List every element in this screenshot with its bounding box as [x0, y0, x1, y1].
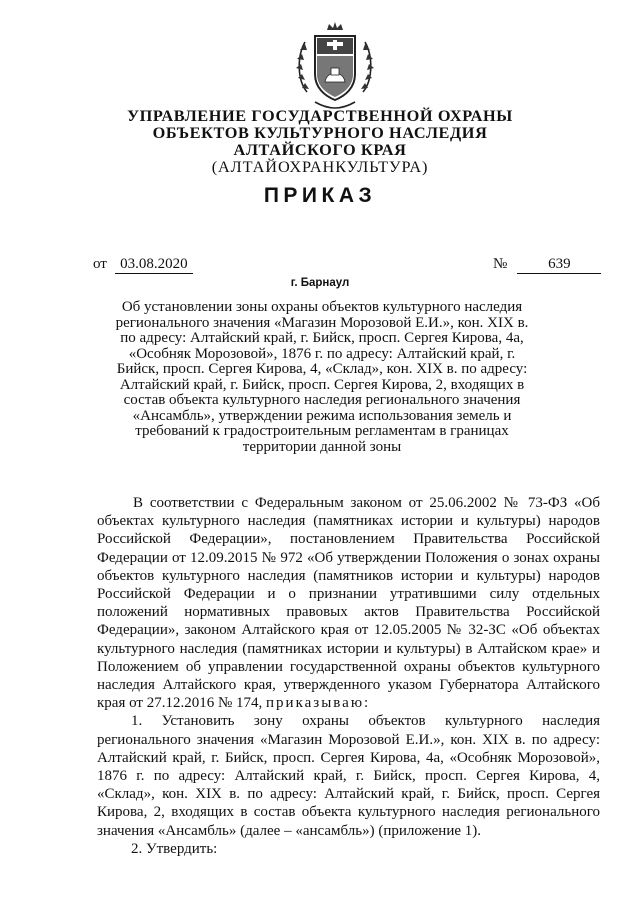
document-subject: Об установлении зоны охраны объектов культурного наследия регионального значения «Магазин Морозовой Е.И.», кон. XIX в. по адресу: Алтайский край, г. Бийск, просп. Сергея Кирова, 4а, «Особняк Морозовой», 1876 г. по адресу: Алтайский край, г. Бийск, просп. Сергея Кирова, 4, «Склад», кон. XIX в. по адресу: Алтайский край, г. Бийск, просп. Сергея Кирова, 2, входящих в состав объекта культурного наследия регионального значения «Ансамбль», утверждении режима использования земель и требований к градостроительным регламентам в границах территории данной зоны [115, 299, 529, 455]
preamble-text: В соответствии с Федеральным законом от 25.06.2002 № 73-ФЗ «Об объектах культурного наследия (памятниках истории и культуры) народов Российской Федерации», постановлением Правительства Российской Федерации от 12.09.2015 № 972 «Об утверждении Положения о зонах охраны объектов культурного наследия (памятников истории и культуры) народов Российской Федерации и о признании утратившими силу отдельных положений нормативных правовых актов Правительства Российской Федерации», законом Алтайского края от 12.05.2005 № 32-ЗС «Об объектах культурного наследия (памятниках истории и культуры) в Алтайском крае» и Положением об управлении государственной охраны объектов культурного наследия Алтайского края, утвержденного указом Губернатора Алтайского края от 27.12.2016 № 174, [97, 495, 600, 712]
paragraph-preamble [97, 494, 600, 712]
document-date [93, 255, 193, 274]
agency-header [0, 107, 640, 175]
agency-line-1: УПРАВЛЕНИЕ ГОСУДАРСТВЕННОЙ ОХРАНЫ [127, 106, 513, 125]
paragraph-item-2: 2. Утвердить: [131, 840, 218, 857]
number-label: № [493, 256, 508, 272]
document-body [97, 494, 600, 858]
date-value: 03.08.2020 [115, 257, 193, 274]
agency-line-2: ОБЪЕКТОВ КУЛЬТУРНОГО НАСЛЕДИЯ [152, 123, 488, 142]
number-value: 639 [517, 257, 601, 274]
agency-line-3: АЛТАЙСКОГО КРАЯ [233, 140, 407, 159]
paragraph-item-1: 1. Установить зону охраны объектов культурного наследия регионального значения «Магазин Морозовой Е.И.», кон. XIX в. по адресу: Алтайский край, г. Бийск, просп. Сергея Кирова, 4а, «Особняк Морозовой», 1876 г. по адресу: Алтайский край, г. Бийск, просп. Сергея Кирова, 4, «Склад», кон. XIX в. по адресу: Алтайский край, г. Бийск, просп. Сергея Кирова, 2, входящих в состав объекта культурного наследия регионального значения «Ансамбль» (далее – «ансамбль») (приложение 1). [97, 713, 600, 839]
date-label: от [93, 256, 107, 272]
order-word: приказываю: [266, 695, 371, 712]
document-city: г. Барнаул [290, 277, 350, 289]
coat-of-arms-icon [293, 22, 377, 110]
agency-line-4: (АЛТАЙОХРАНКУЛЬТУРА) [211, 157, 429, 176]
document-number [493, 255, 601, 274]
document-title: ПРИКАЗ [263, 184, 377, 207]
